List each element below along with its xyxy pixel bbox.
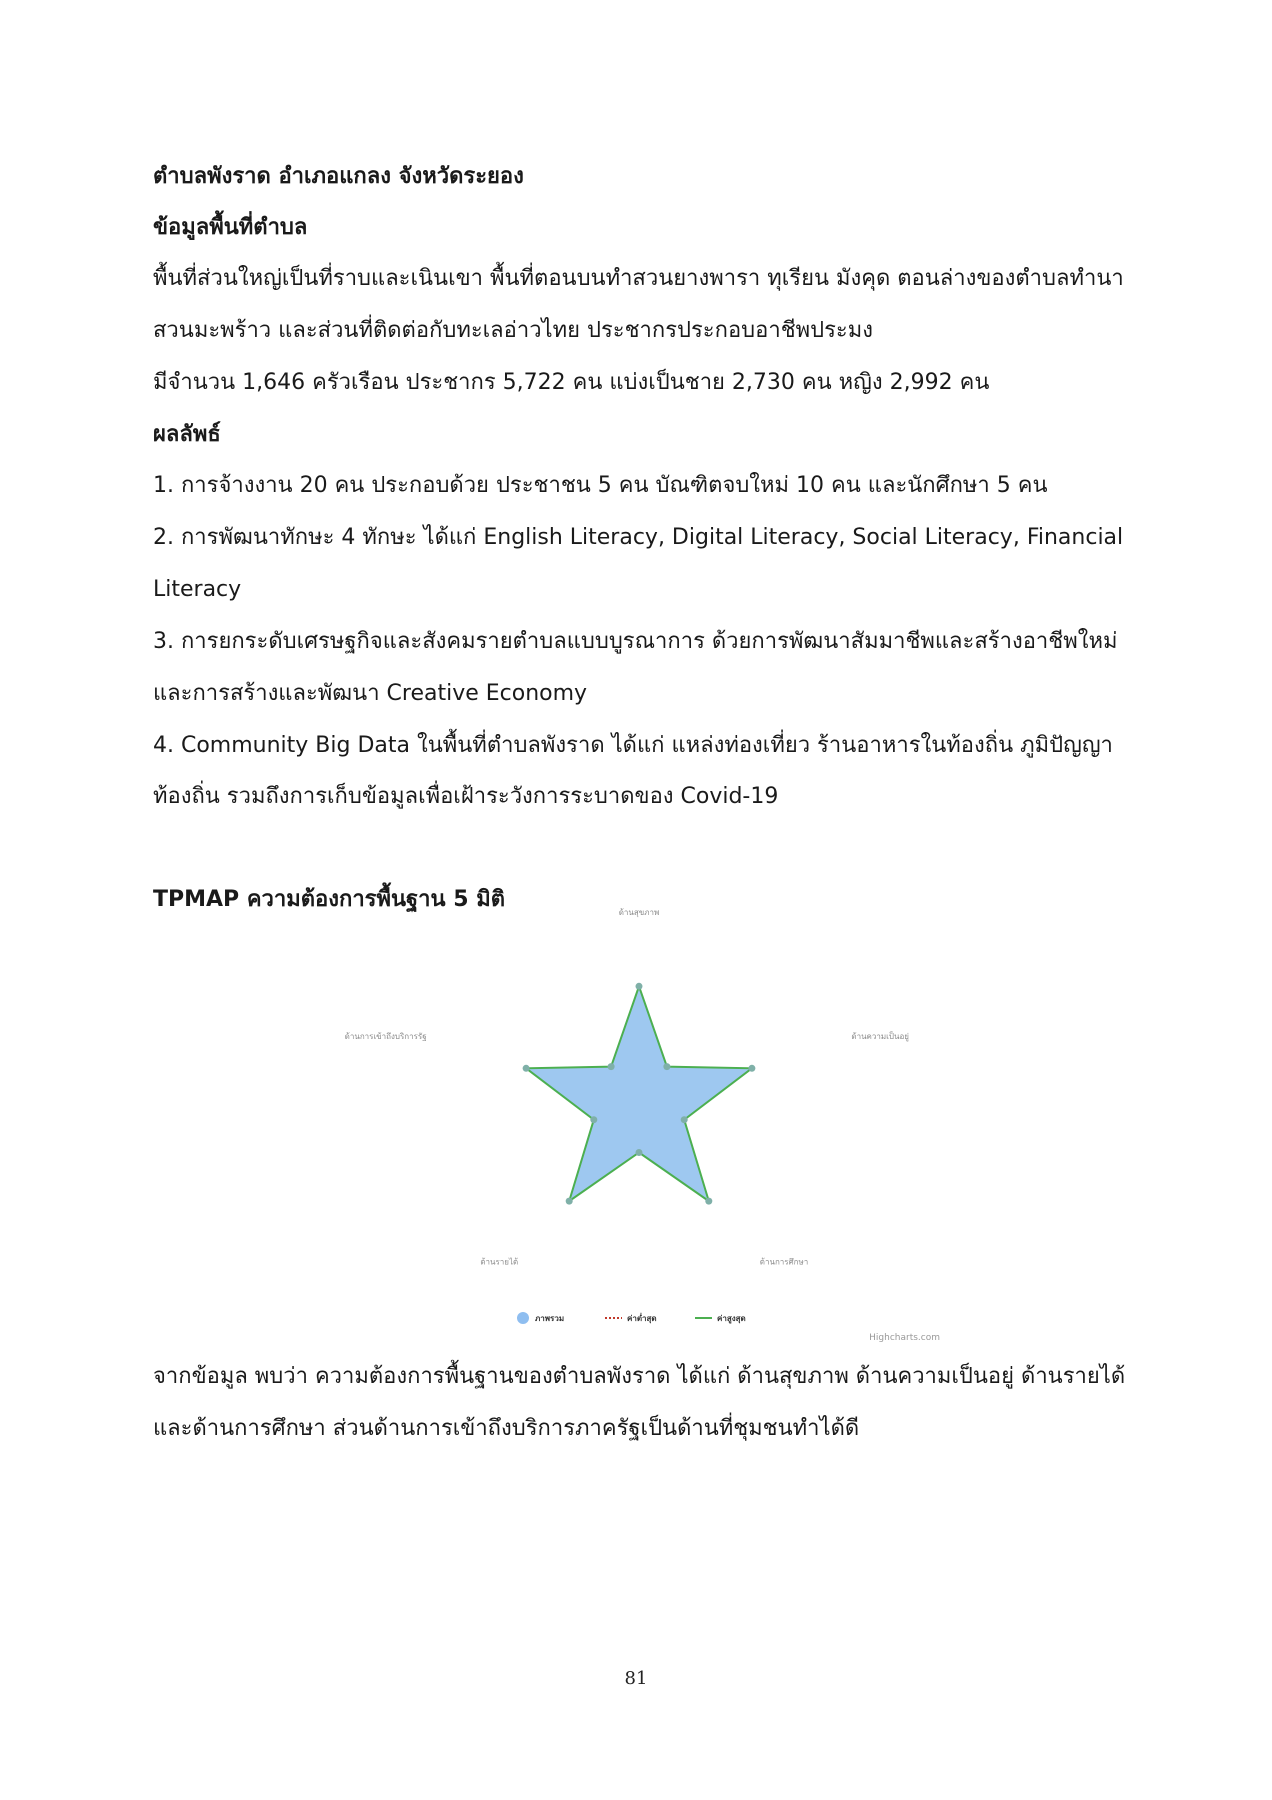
axis-label-public-service: ด้านการเข้าถึงบริการรัฐ [344,1032,427,1042]
area-line-2: สวนมะพร้าว และส่วนที่ติดต่อกับทะเลอ่าวไทย ประชากรประกอบอาชีพประมง [153,318,873,343]
series-point-7[interactable] [590,1116,597,1123]
axis-label-income: ด้านรายได้ [480,1257,519,1267]
area-line-1: พื้นที่ส่วนใหญ่เป็นที่ราบและเนินเขา พื้นที่ตอนบนทำสวนยางพารา ทุเรียน มังคุด ตอนล่างของตำบลทำนา [153,266,1124,291]
page-heading: ตำบลพังราด อำเภอแกลง จังหวัดระยอง [153,164,524,189]
series-point-3[interactable] [681,1116,688,1123]
series-point-5[interactable] [636,1149,643,1156]
results-line-1: 1. การจ้างงาน 20 คน ประกอบด้วย ประชาชน 5 คน บัณฑิตจบใหม่ 10 คน และนักศึกษา 5 คน [153,473,1048,498]
results-line-4: 3. การยกระดับเศรษฐกิจและสังคมรายตำบลแบบบูรณาการ ด้วยการพัฒนาสัมมาชีพและสร้างอาชีพใหม่ [153,629,1118,654]
axis-label-health: ด้านสุขภาพ [618,908,660,917]
page-number: 81 [624,1668,648,1689]
chart-legend [517,1312,746,1324]
results-line-7: ท้องถิ่น รวมถึงการเก็บข้อมูลเพื่อเฝ้าระวังการระบาดของ Covid-19 [153,784,779,809]
chart-credits[interactable]: Highcharts.com [869,1333,940,1343]
results-line-6: 4. Community Big Data ในพื้นที่ตำบลพังราด ได้แก่ แหล่งท่องเที่ยว ร้านอาหารในท้องถิ่น ภูมิปัญญา [153,733,1113,758]
summary-line-1: จากข้อมูล พบว่า ความต้องการพื้นฐานของตำบลพังราด ได้แก่ ด้านสุขภาพ ด้านความเป็นอยู่ ด้านรายได้ [153,1364,1126,1389]
series-point-6[interactable] [566,1198,573,1205]
area-heading: ข้อมูลพื้นที่ตำบล [153,215,308,240]
results-line-5: และการสร้างและพัฒนา Creative Economy [153,681,588,706]
legend-label-max[interactable]: ค่าสูงสุด [717,1314,746,1323]
series-point-0[interactable] [636,983,643,990]
legend-label-min[interactable]: ค่าต่ำสุด [627,1314,657,1323]
results-heading: ผลลัพธ์ [153,422,221,447]
series-point-1[interactable] [663,1063,670,1070]
summary-line-2: และด้านการศึกษา ส่วนด้านการเข้าถึงบริการภาครัฐเป็นด้านที่ชุมชนทำได้ดี [153,1416,860,1441]
radar-plot-area [523,983,756,1205]
legend-marker-overall[interactable] [517,1312,529,1324]
series-point-8[interactable] [523,1065,530,1072]
radar-chart-svg [344,908,960,1345]
axis-label-education: ด้านการศึกษา [759,1257,809,1267]
results-line-2: 2. การพัฒนาทักษะ 4 ทักษะ ได้แก่ English Literacy, Digital Literacy, Social Literacy, Financial [153,525,1124,550]
results-line-3: Literacy [153,577,242,602]
area-line-3: มีจำนวน 1,646 ครัวเรือน ประชากร 5,722 คน แบ่งเป็นชาย 2,730 คน หญิง 2,992 คน [153,370,990,395]
series-point-9[interactable] [608,1063,615,1070]
axis-label-living: ด้านความเป็นอยู่ [851,1032,909,1042]
series-point-4[interactable] [705,1198,712,1205]
chart-heading: TPMAP ความต้องการพื้นฐาน 5 มิติ [153,887,505,912]
series-point-2[interactable] [748,1065,755,1072]
legend-label-overall[interactable]: ภาพรวม [535,1314,565,1323]
radar-chart [344,908,960,1345]
